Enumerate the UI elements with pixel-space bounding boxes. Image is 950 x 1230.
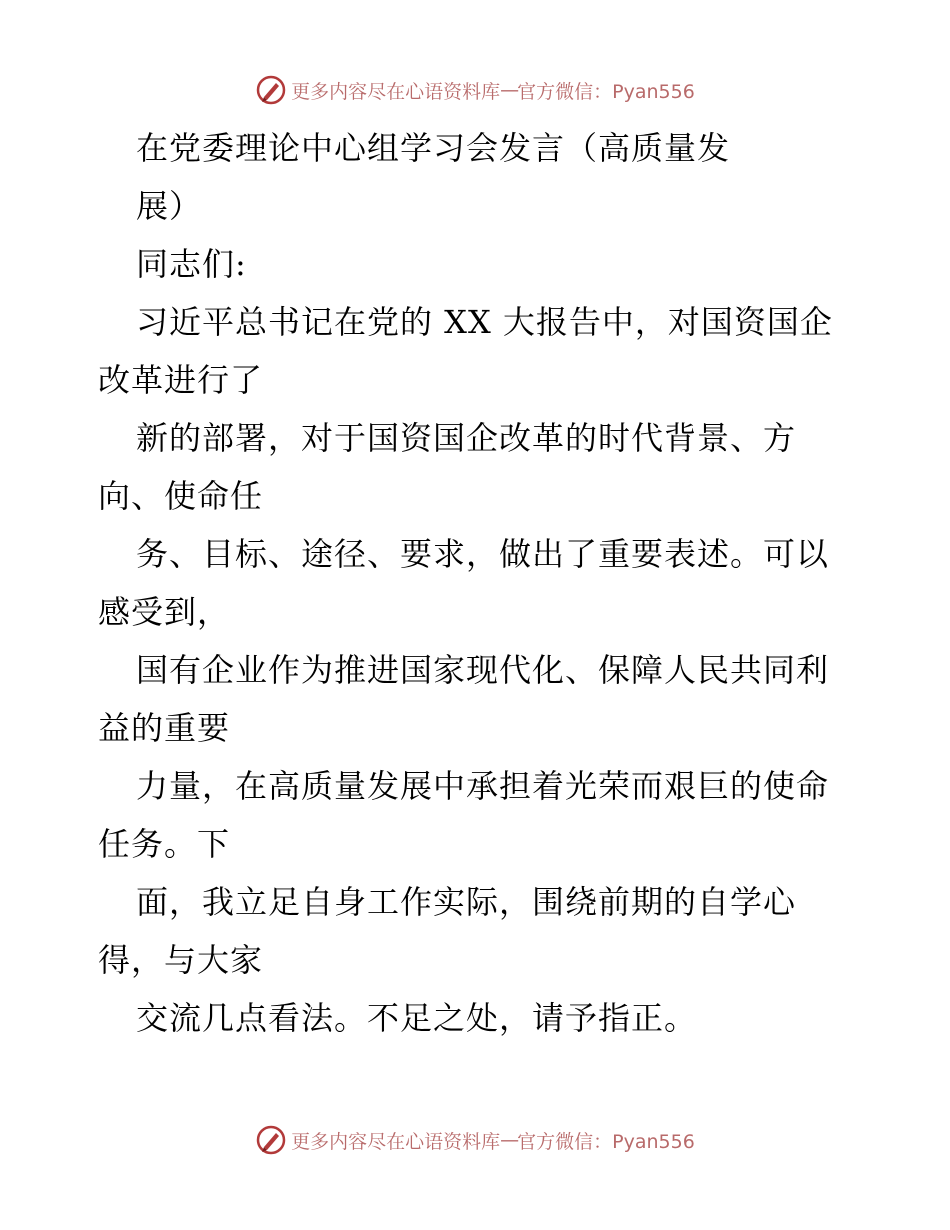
watermark-header — [0, 70, 950, 110]
paragraph-line: 交流几点看法。不足之处，请予指正。 — [136, 999, 698, 1037]
paragraph-line: 得，与大家 — [98, 941, 264, 979]
paragraph-line: 面，我立足自身工作实际，围绕前期的自学心 — [136, 883, 797, 921]
watermark-text: 更多内容尽在心语资料库 — [291, 1130, 501, 1153]
paragraph-line: 感受到， — [98, 593, 231, 631]
paragraph-line: 新的部署，对于国资国企改革的时代背景、方 — [136, 419, 797, 457]
paragraph-line: 国有企业作为推进国家现代化、保障人民共同利 — [136, 651, 830, 689]
pen-logo-icon — [255, 1124, 287, 1156]
title-line-2: 展） — [136, 187, 203, 225]
watermark-contact: 官方微信：Pyan556 — [517, 80, 695, 103]
pen-logo-icon — [255, 74, 287, 106]
paragraph-line: 任务。下 — [98, 825, 231, 863]
paragraph-line: 益的重要 — [98, 709, 231, 747]
paragraph-line: 改革进行了 — [98, 361, 264, 399]
paragraph-line: 力量，在高质量发展中承担着光荣而艰巨的使命 — [136, 767, 830, 805]
title-line-1: 在党委理论中心组学习会发言（高质量发 — [136, 129, 731, 167]
watermark-text: 更多内容尽在心语资料库 — [291, 80, 501, 103]
watermark-separator: — — [500, 1129, 518, 1151]
watermark-footer — [0, 1120, 950, 1160]
watermark-separator: — — [500, 79, 518, 101]
paragraph-line: 务、目标、途径、要求，做出了重要表述。可以 — [136, 535, 830, 573]
paragraph-line: 向、使命任 — [98, 477, 264, 515]
watermark-contact: 官方微信：Pyan556 — [517, 1130, 695, 1153]
paragraph-line: 习近平总书记在党的 XX 大报告中，对国资国企 — [136, 303, 833, 341]
salutation: 同志们: — [136, 245, 247, 283]
